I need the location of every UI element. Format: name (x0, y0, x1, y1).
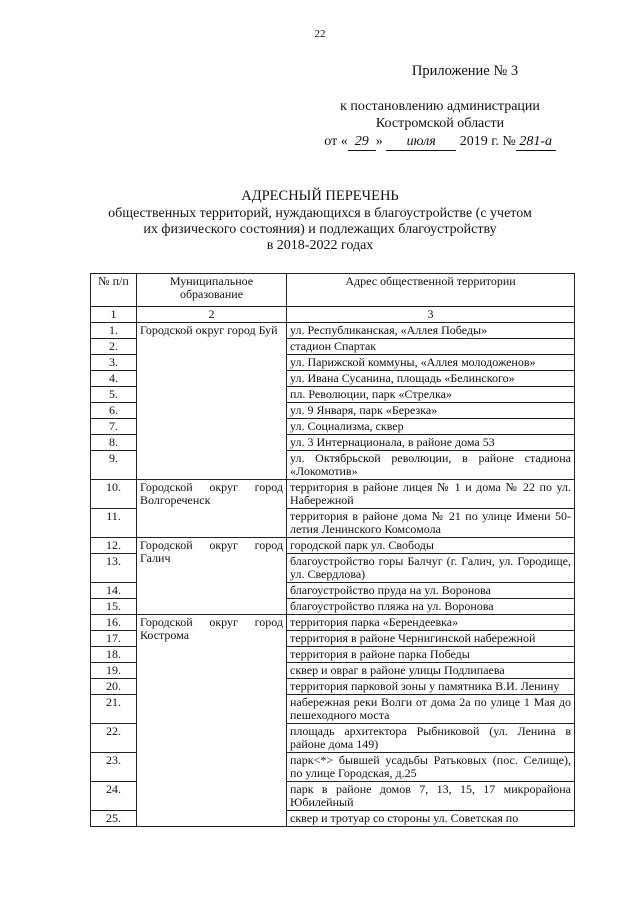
address-cell: ул. Республиканская, «Аллея Победы» (287, 323, 575, 339)
address-cell: набережная реки Волги от дома 2а по улице 1 Мая до пешеходного моста (287, 695, 575, 724)
address-cell: ул. 3 Интернационала, в районе дома 53 (287, 435, 575, 451)
row-number: 18. (91, 647, 137, 663)
address-cell: сквер и тротуар со стороны ул. Советская по (287, 811, 575, 827)
date-year: 2019 г. № (459, 134, 516, 149)
appendix-line1: к постановлению администрации (340, 99, 540, 114)
municipality-cell: Городской округ город Буй (137, 323, 287, 480)
row-number: 13. (91, 554, 137, 583)
date-prefix: от « (324, 134, 348, 149)
address-cell: территория в районе парка Победы (287, 647, 575, 663)
row-number: 12. (91, 538, 137, 554)
row-number: 17. (91, 631, 137, 647)
address-cell: территория в районе дома № 21 по улице Имени 50-летия Ленинского Комсомола (287, 509, 575, 538)
row-number: 15. (91, 599, 137, 615)
table-row (91, 323, 575, 339)
document-subtitle-line2: их физического состояния) и подлежащих благоустройству (143, 222, 497, 237)
row-number: 11. (91, 509, 137, 538)
row-number: 8. (91, 435, 137, 451)
address-cell: ул. Ивана Сусанина, площадь «Белинского» (287, 371, 575, 387)
address-table (90, 273, 575, 827)
address-cell: благоустройство пляжа на ул. Воронова (287, 599, 575, 615)
document-title: АДРЕСНЫЙ ПЕРЕЧЕНЬ (241, 188, 399, 204)
address-cell: парк в районе домов 7, 13, 15, 17 микрорайона Юбилейный (287, 782, 575, 811)
date-month: июля (386, 134, 456, 151)
doc-number: 281-а (516, 134, 556, 151)
column-header-number: № п/п (91, 274, 137, 307)
address-cell: благоустройство пруда на ул. Воронова (287, 583, 575, 599)
appendix-line2: Костромской области (375, 116, 505, 131)
table-row (91, 538, 575, 554)
appendix-title: Приложение № 3 (411, 63, 519, 79)
municipality-cell: Городской округ город Волгореченск (137, 480, 287, 538)
address-cell: ул. Октябрьской революции, в районе стадиона «Локомотив» (287, 451, 575, 480)
column-number: 2 (137, 307, 287, 323)
row-number: 9. (91, 451, 137, 480)
row-number: 6. (91, 403, 137, 419)
address-cell: территория в районе лицея № 1 и дома № 22 по ул. Набережной (287, 480, 575, 509)
date-day: 29 (348, 134, 376, 151)
document-subtitle-line1: общественных территорий, нуждающихся в благоустройстве (с учетом (108, 206, 532, 221)
row-number: 23. (91, 753, 137, 782)
row-number: 16. (91, 615, 137, 631)
row-number: 14. (91, 583, 137, 599)
row-number: 20. (91, 679, 137, 695)
page-number: 22 (314, 28, 326, 40)
address-cell: ул. Парижской коммуны, «Аллея молодоженов» (287, 355, 575, 371)
appendix-date-line (300, 134, 580, 151)
table-row (91, 615, 575, 631)
column-header-municipality: Муниципальное образование (137, 274, 287, 307)
column-number: 3 (287, 307, 575, 323)
row-number: 5. (91, 387, 137, 403)
address-cell: ул. Социализма, сквер (287, 419, 575, 435)
table-header-row (91, 274, 575, 307)
address-cell: пл. Революции, парк «Стрелка» (287, 387, 575, 403)
document-subtitle-line3: в 2018-2022 годах (266, 238, 374, 253)
address-cell: территория парка «Берендеевка» (287, 615, 575, 631)
address-cell: территория парковой зоны у памятника В.И. Ленину (287, 679, 575, 695)
address-cell: стадион Спартак (287, 339, 575, 355)
municipality-cell: Городской округ город Галич (137, 538, 287, 615)
row-number: 3. (91, 355, 137, 371)
date-mid: » (375, 134, 383, 149)
address-cell: парк<*> бывшей усадьбы Ратьковых (пос. Селище), по улице Городская, д.25 (287, 753, 575, 782)
municipality-cell: Городской округ город Кострома (137, 615, 287, 827)
row-number: 1. (91, 323, 137, 339)
row-number: 25. (91, 811, 137, 827)
address-cell: благоустройство горы Балчуг (г. Галич, ул. Городище, ул. Свердлова) (287, 554, 575, 583)
row-number: 4. (91, 371, 137, 387)
row-number: 7. (91, 419, 137, 435)
column-number: 1 (91, 307, 137, 323)
row-number: 24. (91, 782, 137, 811)
table-row (91, 480, 575, 509)
address-cell: ул. 9 Января, парк «Березка» (287, 403, 575, 419)
row-number: 22. (91, 724, 137, 753)
address-cell: городской парк ул. Свободы (287, 538, 575, 554)
column-numbers-row (91, 307, 575, 323)
column-header-address: Адрес общественной территории (287, 274, 575, 307)
row-number: 21. (91, 695, 137, 724)
row-number: 2. (91, 339, 137, 355)
address-cell: территория в районе Чернигинской набережной (287, 631, 575, 647)
address-cell: площадь архитектора Рыбниковой (ул. Ленина в районе дома 149) (287, 724, 575, 753)
row-number: 10. (91, 480, 137, 509)
row-number: 19. (91, 663, 137, 679)
address-cell: сквер и овраг в районе улицы Подлипаева (287, 663, 575, 679)
